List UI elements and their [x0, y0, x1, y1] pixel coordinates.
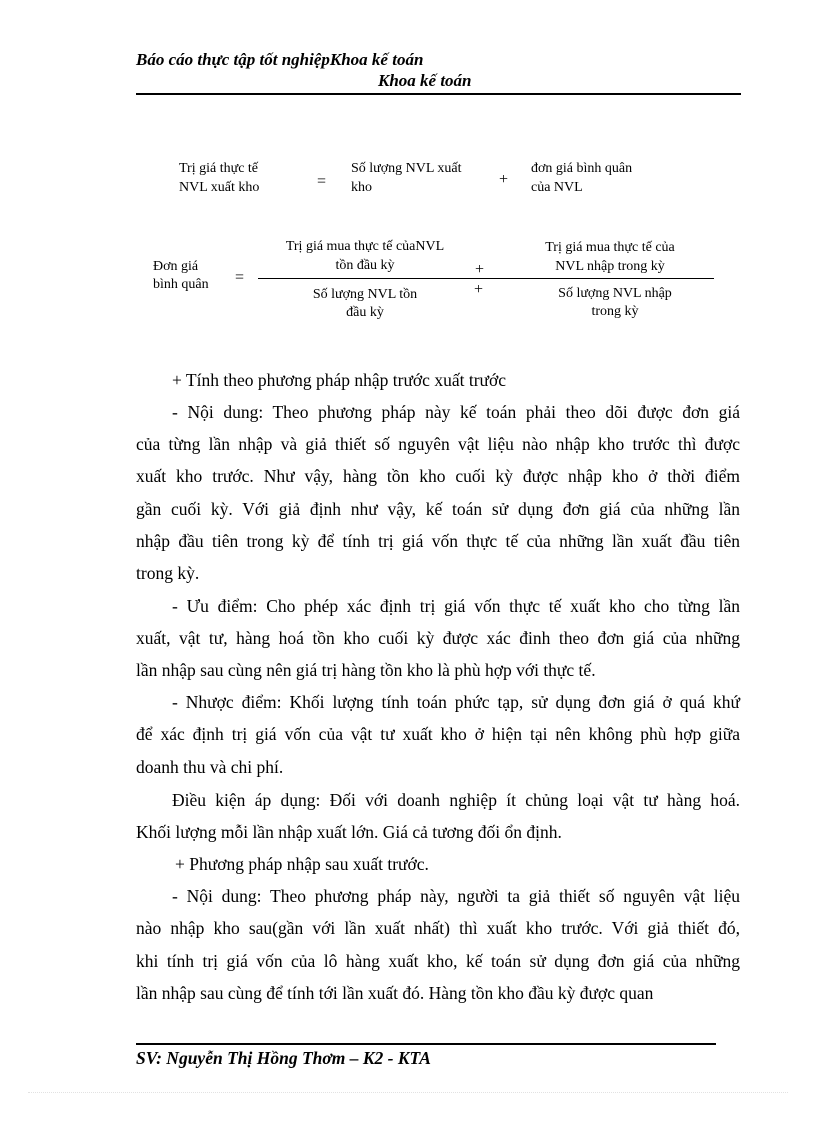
formula2-num-right-line1: Trị giá mua thực tế của [545, 240, 675, 255]
formula1-lhs-line2: NVL xuất kho [179, 180, 260, 195]
paragraph-line: khi tính trị giá vốn của lô hàng xuất kho, kế toán sử dụng đơn giá của những [136, 951, 740, 971]
formula2-den-left-line1: Số lượng NVL tồn [312, 287, 418, 302]
paragraph-line: nào nhập kho sau(gần với lần xuất nhất) thì xuất kho trước. Với giả thiết đó, [136, 918, 740, 938]
footer-rule [136, 1043, 716, 1045]
paragraph-line: lần nhập sau cùng để tính tới lần xuất đó. Hàng tồn kho đầu kỳ được quan [136, 983, 654, 1003]
footer-author: SV: Nguyễn Thị Hồng Thơm – K2 - KTA [136, 1048, 431, 1068]
formula1-equals: = [317, 173, 327, 190]
paragraph-line: xuất, vật tư, hàng hoá tồn kho cuối kỳ được xác đinh theo đơn giá của những [136, 628, 740, 648]
paragraph-line: lần nhập sau cùng nên giá trị hàng tồn kho là phù hợp với thực tế. [136, 660, 596, 680]
formula2-den-right-line1: Số lượng NVL nhập [558, 286, 672, 301]
formula1-term2-line2: của NVL [531, 180, 583, 195]
paragraph-line: của từng lần nhập và giả thiết số nguyên vật liệu nào nhập kho trước thì được [136, 434, 740, 454]
header-title: Báo cáo thực tập tốt nghiệpKhoa kế toán [136, 50, 424, 69]
paragraph-line: + Phương pháp nhập sau xuất trước. [175, 854, 429, 874]
formula1-term2-line1: đơn giá bình quân [531, 161, 633, 176]
formula1-lhs-line1: Trị giá thực tế [179, 161, 259, 176]
formula2-num-plus: + [475, 261, 485, 278]
formula2-lhs-line2: bình quân [153, 277, 209, 292]
paragraph-line: + Tính theo phương pháp nhập trước xuất trước [172, 370, 507, 390]
paragraph-line: xuất kho trước. Như vậy, hàng tồn kho cuối kỳ được nhập kho ở thời điểm [136, 466, 740, 486]
formula1-plus: + [499, 171, 509, 188]
paragraph-line: trong kỳ. [136, 563, 200, 583]
paragraph-line: nhập đầu tiên trong kỳ để tính trị giá vốn thực tế của những lần xuất đầu tiên [136, 531, 740, 551]
paragraph-line: - Nhược điểm: Khối lượng tính toán phức tạp, sử dụng đơn giá ở quá khứ [172, 692, 740, 712]
paragraph-line: Khối lượng mỗi lần nhập xuất lớn. Giá cả tương đối ổn định. [136, 822, 562, 842]
header-rule [136, 93, 741, 95]
formula2-den-left-line2: đầu kỳ [346, 305, 384, 320]
header-subtitle: Khoa kế toán [378, 71, 472, 90]
paragraph-line: Điều kiện áp dụng: Đối với doanh nghiệp ít chủng loại vật tư hàng hoá. [172, 790, 740, 810]
formula2-den-right-line2: trong kỳ [591, 304, 639, 319]
fraction-bar [258, 278, 714, 279]
formula1-term1-line2: kho [351, 180, 372, 195]
paragraph-line: - Nội dung: Theo phương pháp này, người ta giả thiết số nguyên vật liệu [172, 886, 740, 906]
formula2-num-left-line1: Trị giá mua thực tế củaNVL [285, 239, 445, 254]
formula2-num-left-line2: tồn đầu kỳ [335, 258, 395, 273]
formula2-equals: = [235, 269, 245, 286]
paragraph-line: để xác định trị giá vốn của vật tư xuất kho ở hiện tại nên không phù hợp giữa [136, 724, 740, 744]
page-edge-dots [28, 1092, 788, 1093]
paragraph-line: gần cuối kỳ. Với giả định như vậy, kế toán sử dụng đơn giá của những lần [136, 499, 740, 519]
formula2-lhs-line1: Đơn giá [153, 259, 199, 274]
formula2-num-right-line2: NVL nhập trong kỳ [555, 259, 665, 274]
formula2-den-plus: + [474, 281, 484, 298]
paragraph-line: - Ưu điểm: Cho phép xác định trị giá vốn thực tế xuất kho cho từng lần [172, 596, 740, 616]
paragraph-line: - Nội dung: Theo phương pháp này kế toán phải theo dõi được đơn giá [172, 402, 740, 422]
paragraph-line: doanh thu và chi phí. [136, 757, 284, 777]
formula1-term1-line1: Số lượng NVL xuất [351, 161, 462, 176]
